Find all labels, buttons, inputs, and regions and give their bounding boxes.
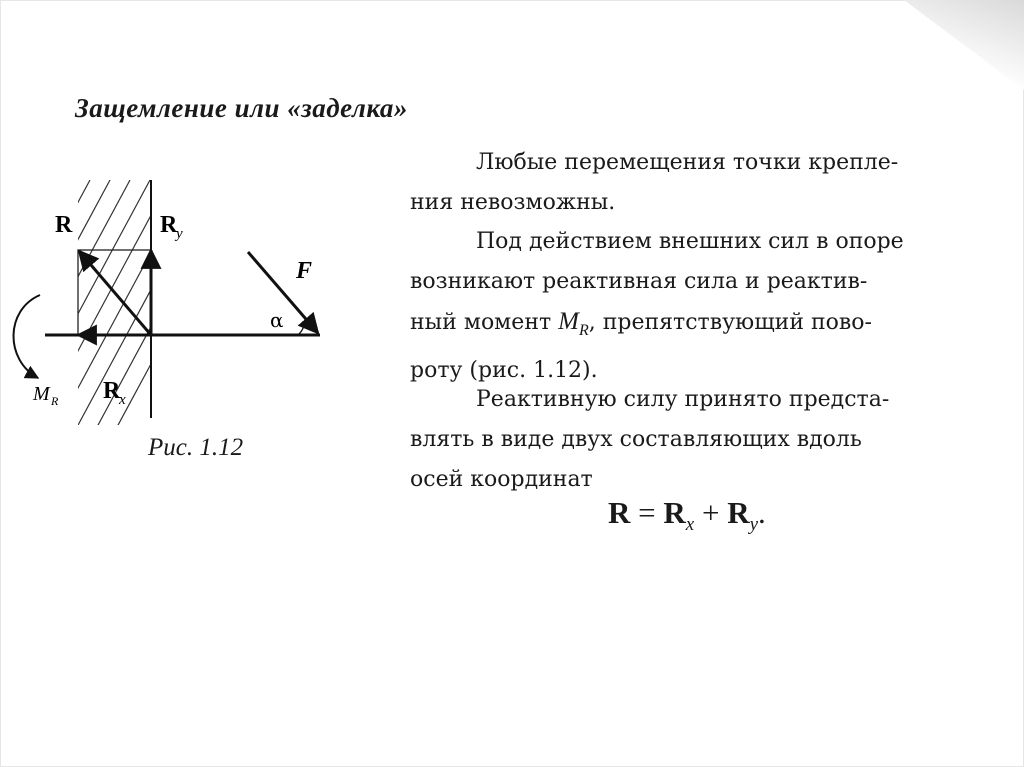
label-rx-subscript: x [119,392,126,408]
formula-term-y-subscript: y [749,514,759,536]
text-line: осей координат [410,467,593,492]
paragraph-reactions [410,222,990,391]
label-alpha: α [270,308,284,332]
text-line: Реактивную силу принято предста- [476,387,890,412]
label-mr: M [33,383,50,405]
label-mr-subscript: R [51,394,59,408]
moment-symbol [558,308,589,339]
formula-term-x: R [663,495,686,530]
formula-period: . [758,495,766,530]
moment-symbol-letter: M [558,308,579,335]
label-ry: R [160,212,178,238]
reaction-formula [608,495,766,536]
text-line: влять в виде двух составляющих вдоль [410,427,862,452]
paragraph-components [410,380,990,500]
label-ry-subscript: y [176,226,183,242]
text-fragment: ный момент [410,310,559,335]
formula-term-x-subscript: x [685,514,695,536]
label-rx: R [103,378,121,404]
formula-equals: = [630,495,664,530]
formula-term-y: R [727,495,750,530]
label-r: R [55,212,73,238]
fixed-support-diagram [0,0,420,500]
formula-plus: + [694,495,728,530]
text-line: Любые перемещения точки крепле- [476,150,899,175]
figure-caption: Рис. 1.12 [148,434,244,461]
moment-symbol-subscript: R [578,322,589,339]
alpha-arc [298,318,305,335]
text-line [410,302,990,351]
section-heading: Защемление или «заделка» [75,93,408,123]
moment-arrow [13,295,40,378]
text-fragment: , препятствующий пово- [588,310,872,335]
text-line: возникают реактивная сила и реактив- [410,269,868,294]
text-line: роту (рис. 1.12). [410,358,598,383]
label-f: F [296,258,313,284]
formula-lhs: R [608,495,631,530]
text-line: ния невозможны. [410,190,616,215]
text-line: Под действием внешних сил в опоре [476,229,904,254]
paragraph-fixed-support [410,143,990,223]
